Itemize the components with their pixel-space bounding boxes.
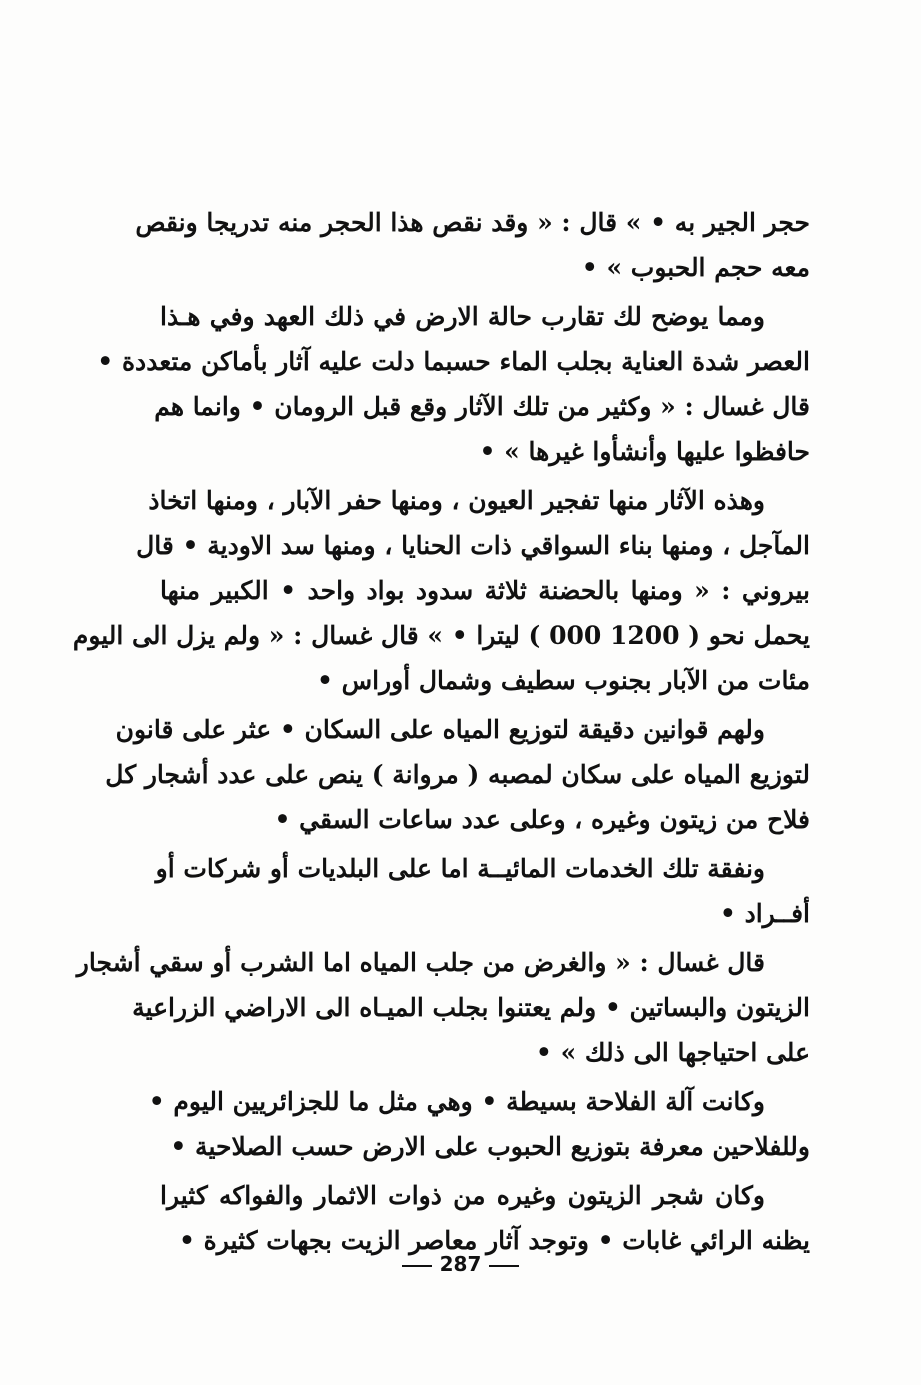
text-line: على احتياجها الى ذلك » •: [535, 1038, 810, 1067]
text-line: وكانت آلة الفلاحة بسيطة • وهي مثل ما للجزائريين اليوم •: [148, 1087, 765, 1116]
text-line: مئات من الآبار بجنوب سطيف وشمال أوراس •: [316, 666, 810, 695]
page-footer: [0, 1252, 921, 1276]
footer-dash-right: [489, 1265, 519, 1267]
text-line: ونفقة تلك الخدمات المائيــة اما على البلديات أو شركات أو: [155, 854, 765, 883]
footer-dash-left: [402, 1265, 432, 1267]
text-line: المآجل ، ومنها بناء السواقي ذات الحنايا ، ومنها سد الاودية • قال: [136, 531, 810, 560]
text-line: وهذه الآثار منها تفجير العيون ، ومنها حفر الآبار ، ومنها اتخاذ: [148, 486, 765, 515]
text-line: الزيتون والبساتين • ولم يعتنوا بجلب الميـاه الى الاراضي الزراعية: [132, 993, 810, 1022]
text-line: ولهم قوانين دقيقة لتوزيع المياه على السكان • عثر على قانون: [115, 715, 765, 744]
text-line: بيروني : « ومنها بالحضنة ثلاثة سدود بواد واحد • الكبير منها: [160, 576, 810, 605]
text-line: يظنه الرائي غابات • وتوجد آثار معاصر الزيت بجهات كثيرة •: [178, 1226, 810, 1255]
page-number: 287: [439, 1252, 482, 1276]
text-line: معه حجم الحبوب » •: [581, 253, 810, 282]
text-line: لتوزيع المياه على سكان لمصبه ( مروانة ) ينص على عدد أشجار كل: [105, 760, 810, 789]
text-line: قال غسال : « والغرض من جلب المياه اما الشرب أو سقي أشجار: [76, 948, 765, 977]
text-line: وللفلاحين معرفة بتوزيع الحبوب على الارض حسب الصلاحية •: [170, 1132, 810, 1161]
text-line: ومما يوضح لك تقارب حالة الارض في ذلك العهد وفي هـذا: [160, 302, 765, 331]
text-line: فلاح من زيتون وغيره ، وعلى عدد ساعات السقي •: [274, 805, 810, 834]
text-line: يحمل نحو ( 1200 000 ) ليترا • » قال غسال : « ولم يزل الى اليوم: [72, 621, 810, 650]
body-text: [72, 200, 810, 1263]
text-line: حجر الجير به • » قال : « وقد نقص هذا الحجر منه تدريجا ونقص: [135, 208, 810, 237]
text-line: حافظوا عليها وأنشأوا غيرها » •: [479, 437, 810, 466]
text-line: وكان شجر الزيتون وغيره من ذوات الاثمار والفواكه كثيرا: [160, 1181, 765, 1210]
text-line: أفــراد •: [719, 899, 810, 928]
text-line: قال غسال : « وكثير من تلك الآثار وقع قبل الرومان • وانما هم: [154, 392, 810, 421]
text-line: العصر شدة العناية بجلب الماء حسبما دلت عليه آثار بأماكن متعددة •: [97, 347, 810, 376]
